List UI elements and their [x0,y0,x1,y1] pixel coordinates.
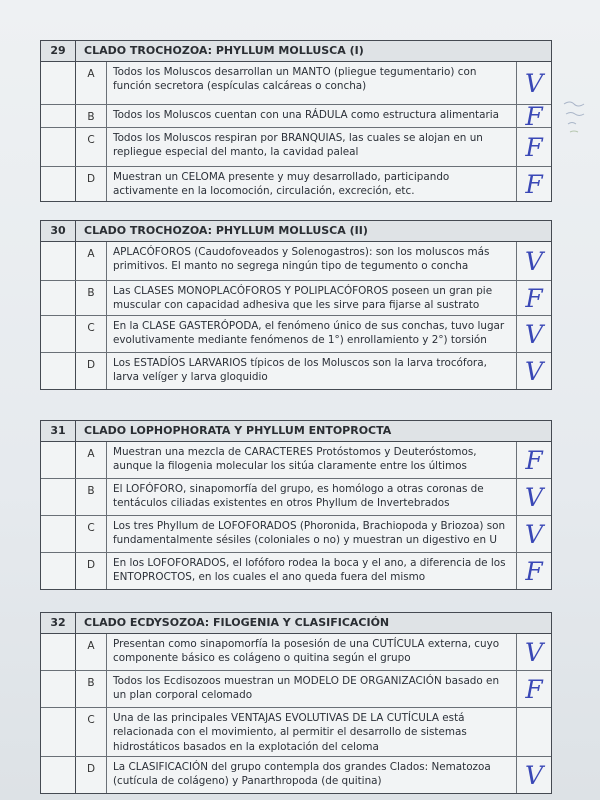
option-letter: D [76,757,107,793]
answer-mark: F [516,167,551,201]
question-29 [40,40,552,202]
option-text: Muestran un CELOMA presente y muy desarrollado, participando activamente en la locomoción, circulación, excreción, etc. [113,171,450,198]
option-letter: D [76,167,107,201]
option-row [41,62,551,105]
option-row [41,516,551,553]
option-letter: B [76,105,107,127]
option-row [41,553,551,589]
answer-mark: F [516,105,551,127]
option-row [41,242,551,281]
question-title: CLADO ECDYSOZOA: FILOGENIA Y CLASIFICACIÓN [84,616,390,629]
answer-mark: V [516,634,551,670]
option-text: En los LOFOFORADOS, el lofóforo rodea la boca y el ano, a diferencia de los ENTOPROCTOS, en los cuales el ano queda fuera del mismo [113,557,506,584]
option-text: Presentan como sinapomorfía la posesión de una CUTÍCULA externa, cuyo componente básico es colágeno o quitina según el grupo [113,638,500,665]
option-row [41,353,551,389]
answer-mark: F [516,281,551,315]
question-header [41,421,551,442]
question-number: 30 [41,221,76,241]
option-text: Las CLASES MONOPLACÓFOROS Y POLIPLACÓFOROS poseen un gran pie muscular con capacidad adhesiva que les sirve para fijarse al sustrato [113,285,493,312]
option-row [41,316,551,353]
question-number: 29 [41,41,76,61]
option-text: Una de las principales VENTAJAS EVOLUTIVAS DE LA CUTÍCULA está relacionada con el movimiento, al permitir el desarrollo de sistemas hidrostáticos basados en la explotación del celoma [113,712,467,753]
answer-mark: F [516,128,551,166]
option-letter: A [76,242,107,280]
margin-scribble [560,96,596,138]
option-letter: B [76,281,107,315]
option-row [41,479,551,516]
option-letter: A [76,634,107,670]
question-30 [40,220,552,390]
option-letter: C [76,708,107,756]
option-letter: C [76,128,107,166]
option-letter: D [76,353,107,389]
option-text: Todos los Moluscos desarrollan un MANTO (pliegue tegumentario) con función secretora (espículas calcáreas o concha) [113,66,477,93]
option-letter: A [76,442,107,478]
question-32 [40,612,552,794]
option-row [41,757,551,793]
option-row [41,708,551,757]
answer-mark: V [516,353,551,389]
question-title: CLADO TROCHOZOA: PHYLLUM MOLLUSCA (I) [84,44,364,57]
option-row [41,671,551,708]
question-number: 31 [41,421,76,441]
option-text: Los tres Phyllum de LOFOFORADOS (Phoronida, Brachiopoda y Briozoa) son fundamentalmente sésiles (coloniales o no) y muestran un digestivo en U [113,520,506,547]
option-text: Muestran una mezcla de CARACTERES Protóstomos y Deuteróstomos, aunque la filogenia molecular los sitúa claramente entre los últimos [113,446,477,473]
option-row [41,101,551,131]
answer-mark: V [516,316,551,352]
question-title: CLADO LOPHOPHORATA Y PHYLLUM ENTOPROCTA [84,424,392,437]
option-letter: D [76,553,107,589]
option-row [41,281,551,316]
question-header [41,613,551,634]
option-row [41,128,551,167]
option-text: Los ESTADÍOS LARVARIOS típicos de los Moluscos son la larva trocófora, larva velíger y larva gloquidio [113,357,487,384]
answer-mark: F [516,553,551,589]
option-text: La CLASIFICACIÓN del grupo contempla dos grandes Clados: Nematozoa (cutícula de colágeno) y Panarthropoda (de quitina) [113,761,491,788]
option-letter: A [76,62,107,104]
option-text: Todos los Moluscos respiran por BRANQUIAS, las cuales se alojan en un repliegue especial del manto, la cavidad paleal [113,132,483,159]
answer-mark: F [516,671,551,707]
option-row [41,634,551,671]
option-letter: B [76,479,107,515]
answer-mark: V [516,516,551,552]
question-number: 32 [41,613,76,633]
option-text: APLACÓFOROS (Caudofoveados y Solenogastros): son los moluscos más primitivos. El manto no segrega ningún tipo de tegumento o concha [113,246,490,273]
answer-mark: V [516,242,551,280]
option-text: En la CLASE GASTERÓPODA, el fenómeno único de sus conchas, tuvo lugar evolutivamente mediante fenómenos de 1°) enrollamiento y 2°) torsión [113,320,505,347]
question-31 [40,420,552,590]
option-letter: C [76,516,107,552]
question-header [41,221,551,242]
answer-mark: V [516,757,551,793]
option-letter: C [76,316,107,352]
option-row [41,442,551,479]
option-text: El LOFÓFORO, sinapomorfía del grupo, es homólogo a otras coronas de tentáculos ciliadas existentes en otros Phyllum de Invertebrados [113,483,484,510]
option-letter: B [76,671,107,707]
option-text: Todos los Moluscos cuentan con una RÁDULA como estructura alimentaria [113,109,500,121]
option-text: Todos los Ecdisozoos muestran un MODELO DE ORGANIZACIÓN basado en un plan corporal celomado [113,675,500,702]
answer-mark: F [516,442,551,478]
option-row [41,167,551,201]
answer-mark: V [516,479,551,515]
answer-mark [516,708,551,756]
question-title: CLADO TROCHOZOA: PHYLLUM MOLLUSCA (II) [84,224,368,237]
answer-mark: V [516,62,551,104]
question-header [41,41,551,62]
